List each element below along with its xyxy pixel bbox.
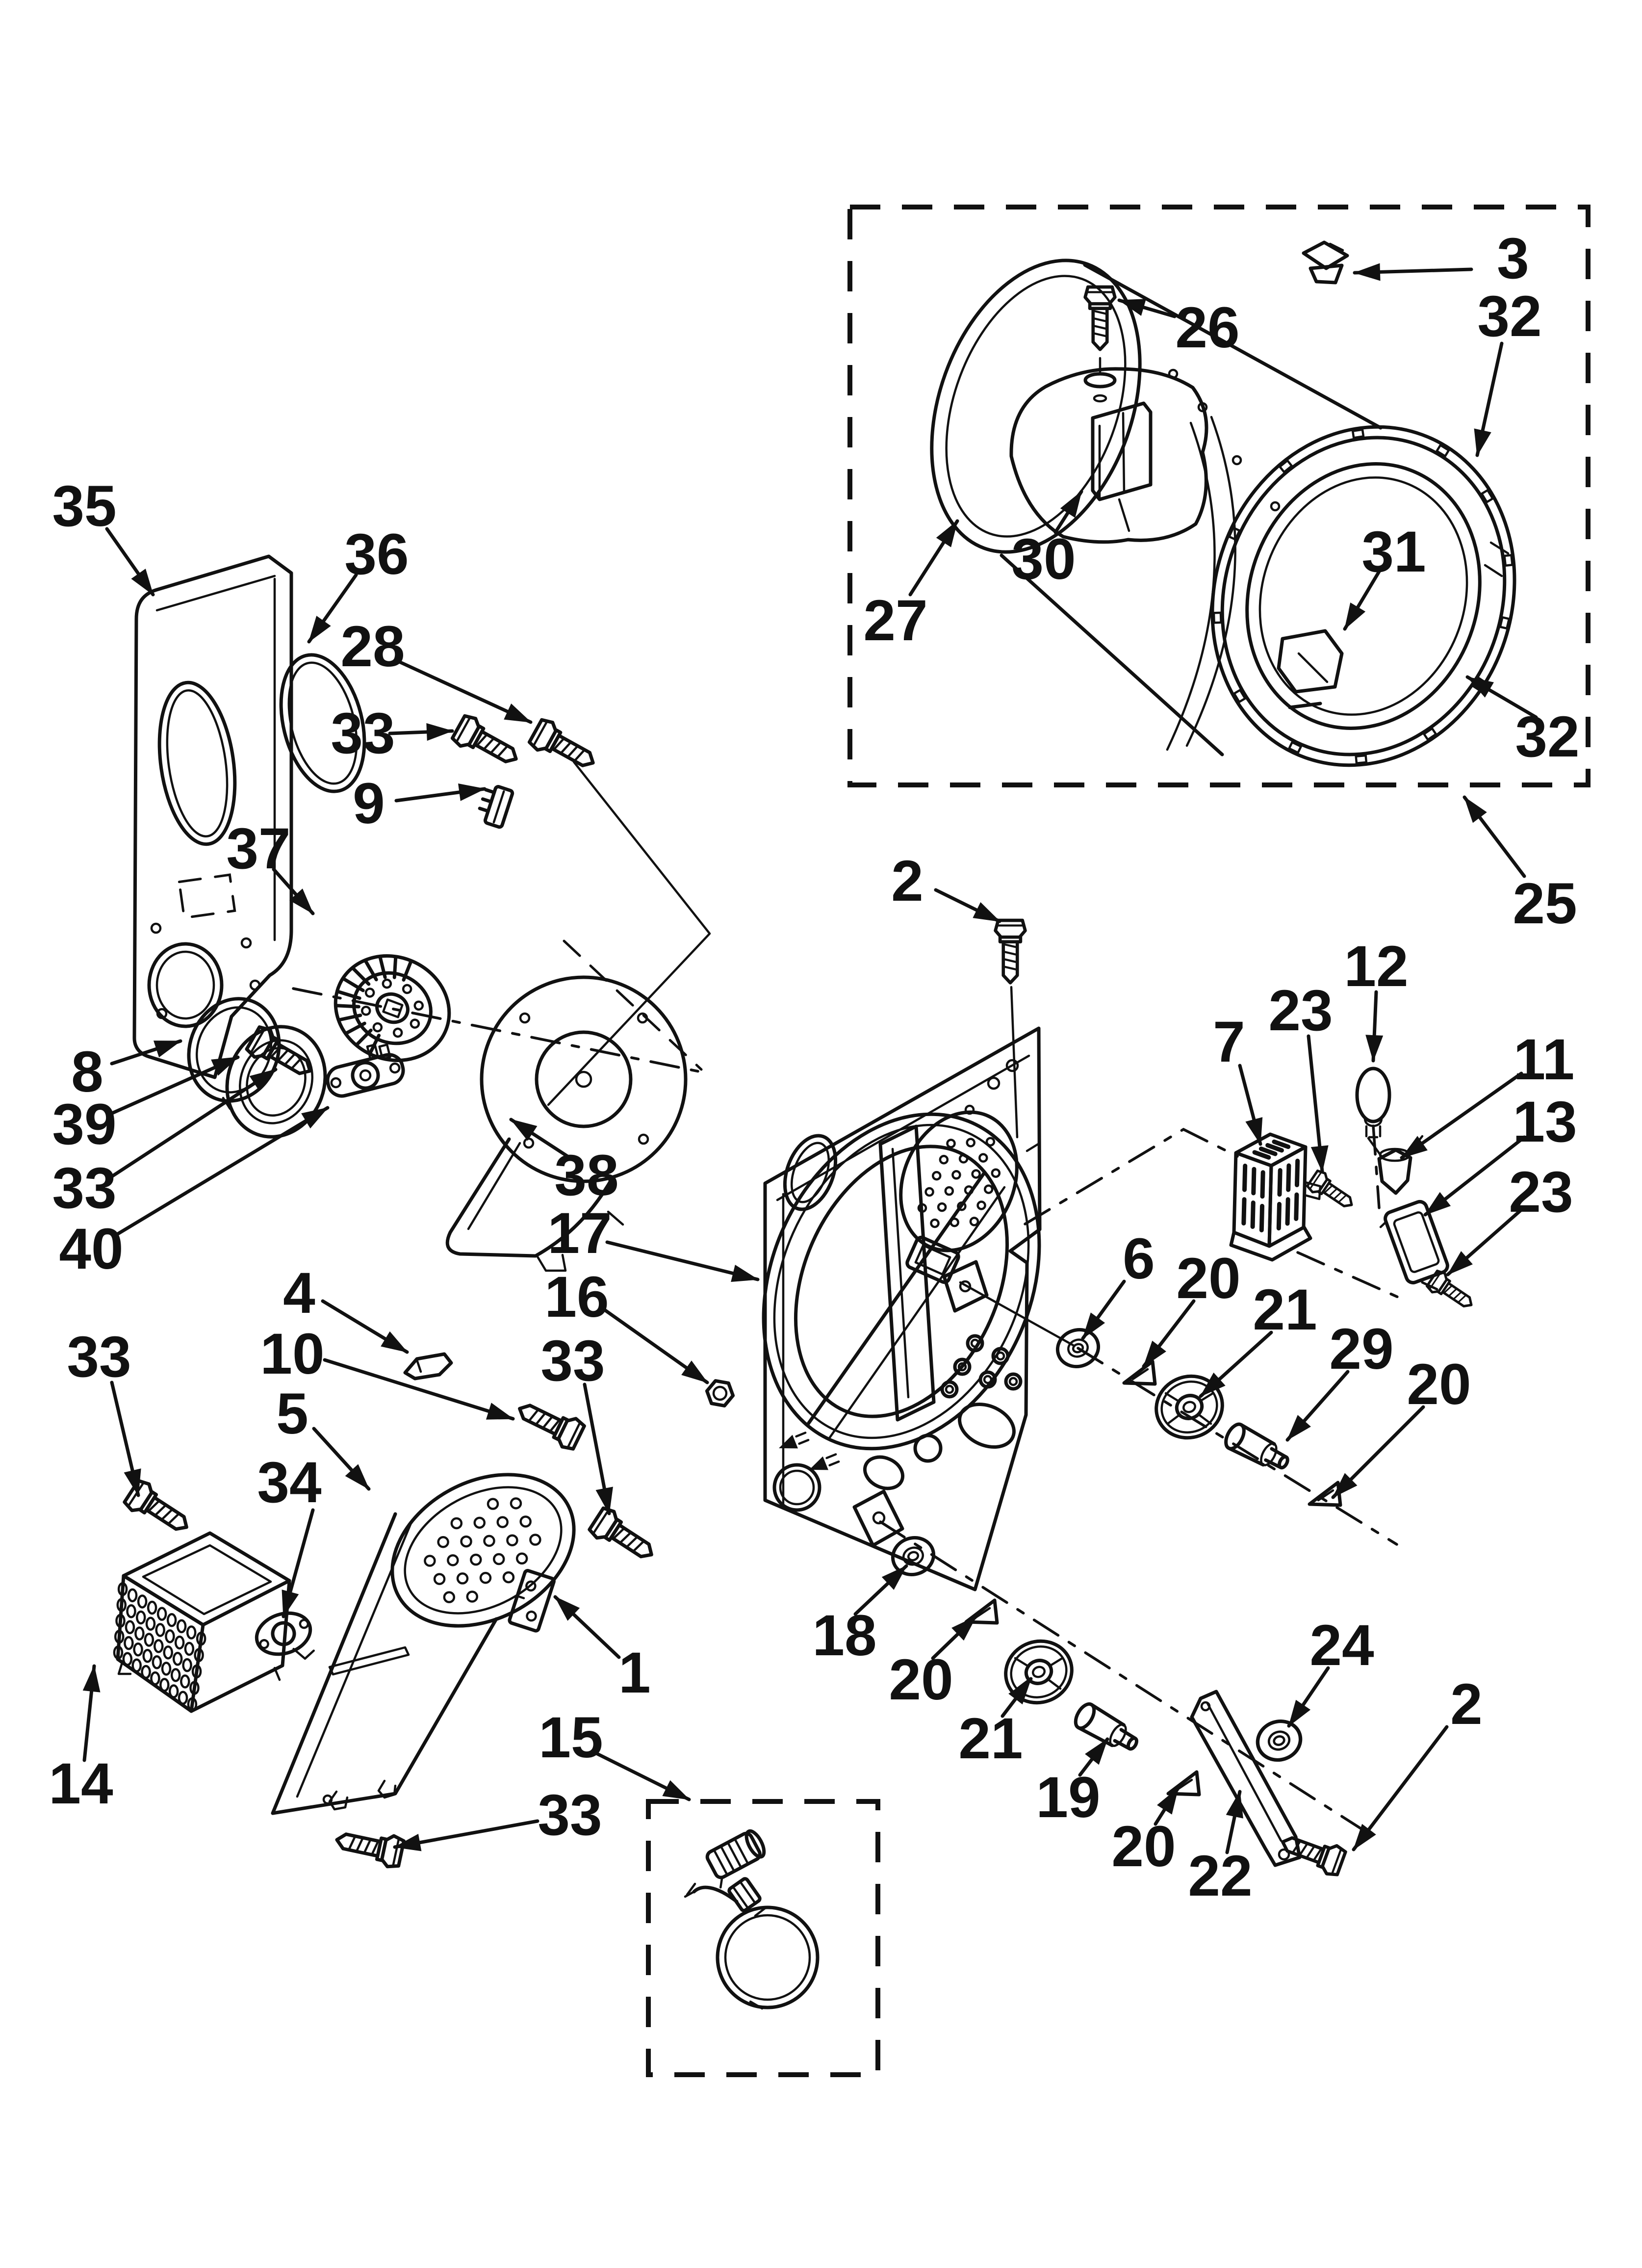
part-number: 6: [1123, 1226, 1155, 1291]
part-number: 35: [52, 474, 117, 539]
part-number: 25: [1513, 871, 1577, 936]
callout-7-34: [1213, 1010, 1260, 1144]
callout-27-5: [863, 521, 957, 653]
callout-19-46: [1036, 1739, 1107, 1830]
callout-25-7: [1464, 797, 1577, 936]
callout-14-23: [49, 1666, 113, 1816]
support-clip: [1304, 242, 1347, 283]
part-number: 18: [812, 1603, 877, 1668]
callout-32-6: [1467, 677, 1580, 769]
drum-light-housing: [1231, 1134, 1320, 1260]
part-number: 27: [863, 588, 928, 653]
callout-1-28: [555, 1597, 651, 1705]
callout-2-31: [891, 849, 1000, 921]
part-number: 29: [1329, 1317, 1394, 1382]
drum-baffle: [1011, 369, 1206, 542]
part-number: 8: [71, 1040, 103, 1104]
part-number: 33: [538, 1783, 602, 1848]
part-number: 2: [891, 849, 924, 913]
part-number: 22: [1188, 1844, 1253, 1908]
felt-seal-ring: [212, 1013, 340, 1150]
idler-arm: [1192, 1692, 1300, 1865]
dashed-detail-boxes: [648, 207, 1588, 2075]
part-number: 36: [344, 522, 409, 587]
callout-20-44: [889, 1616, 976, 1712]
part-number: 3: [1497, 226, 1529, 291]
part-number: 37: [226, 816, 291, 881]
part-number: 17: [547, 1201, 612, 1266]
panel-screw: [528, 717, 600, 777]
part-number: 11: [1513, 1027, 1575, 1092]
panel-screw: [451, 713, 523, 773]
heater-screw: [123, 1478, 195, 1540]
callout-20-47: [1111, 1788, 1178, 1879]
light-bulb: [1357, 1069, 1389, 1137]
bulkhead-screw: [588, 1506, 660, 1568]
part-number: 21: [1253, 1277, 1317, 1342]
part-number: 4: [283, 1261, 315, 1326]
front-seal: [1279, 631, 1342, 692]
part-number: 15: [539, 1705, 603, 1770]
part-number: 7: [1213, 1010, 1245, 1074]
drum-baffle-screw: [1085, 287, 1115, 349]
part-number: 23: [1268, 978, 1333, 1043]
callout-20-39: [1144, 1246, 1241, 1366]
part-number: 14: [49, 1751, 113, 1816]
part-number: 20: [1111, 1814, 1176, 1879]
part-number: 1: [618, 1641, 651, 1705]
exploded-view-artwork: [114, 232, 1562, 2008]
part-number: 38: [554, 1143, 619, 1208]
part-number: 13: [1513, 1090, 1577, 1154]
callout-33-18: [67, 1325, 138, 1495]
part-number: 33: [540, 1329, 605, 1393]
callout-12-32: [1344, 934, 1408, 1061]
seal-clamp-ring: [175, 986, 293, 1114]
part-number: 32: [1515, 704, 1580, 769]
callout-33-11: [331, 701, 452, 766]
part-number: 39: [52, 1092, 117, 1157]
part-number: 30: [1011, 527, 1076, 592]
part-number: 21: [958, 1706, 1023, 1771]
retainer-clip: [405, 1354, 451, 1379]
callout-37-13: [226, 816, 313, 913]
part-number: 16: [544, 1265, 609, 1330]
part-number: 26: [1175, 295, 1240, 360]
part-number: 24: [1309, 1613, 1374, 1678]
part-number: 31: [1361, 520, 1426, 584]
callout-9-12: [353, 771, 485, 836]
callout-24-48: [1289, 1613, 1374, 1726]
callout-6-38: [1083, 1226, 1155, 1338]
light-lens-cover: [1377, 1200, 1450, 1287]
callout-2-50: [1354, 1672, 1483, 1850]
top-screw: [996, 920, 1026, 983]
callout-31-4: [1345, 520, 1426, 629]
part-number: 33: [331, 701, 395, 766]
part-number: 23: [1509, 1160, 1573, 1225]
light-screw: [1306, 1169, 1358, 1214]
part-number: 28: [340, 614, 405, 679]
high-limit-thermostat: [322, 1040, 406, 1099]
callout-32-2: [1477, 284, 1542, 455]
callout-3-0: [1355, 226, 1529, 291]
callout-33-30: [395, 1783, 602, 1848]
bulkhead-panel: [713, 1028, 1090, 1590]
part-number: 34: [257, 1450, 322, 1515]
part-number: 20: [889, 1647, 953, 1712]
part-number: 20: [1407, 1352, 1471, 1417]
callout-21-45: [958, 1679, 1031, 1771]
flange-nut: [705, 1380, 735, 1407]
part-number: 12: [1344, 934, 1409, 999]
callout-23-37: [1448, 1160, 1573, 1275]
callout-30-3: [1011, 492, 1081, 592]
callout-35-8: [52, 474, 153, 595]
bulb-socket: [1368, 1136, 1422, 1193]
callout-layer: [49, 226, 1579, 1908]
part-number: 5: [276, 1382, 308, 1446]
part-number: 2: [1450, 1672, 1483, 1737]
part-number: 32: [1477, 284, 1542, 349]
part-number: 33: [52, 1156, 117, 1221]
part-number: 33: [67, 1325, 131, 1389]
part-number: 40: [59, 1217, 124, 1281]
part-number: 19: [1036, 1765, 1101, 1830]
duct-screw: [513, 1394, 586, 1451]
part-number: 10: [260, 1322, 325, 1386]
part-number: 20: [1176, 1246, 1241, 1311]
wire-tie-kit: [685, 1828, 818, 2008]
part-number: 9: [353, 771, 385, 836]
idler-screw: [1278, 1828, 1346, 1877]
